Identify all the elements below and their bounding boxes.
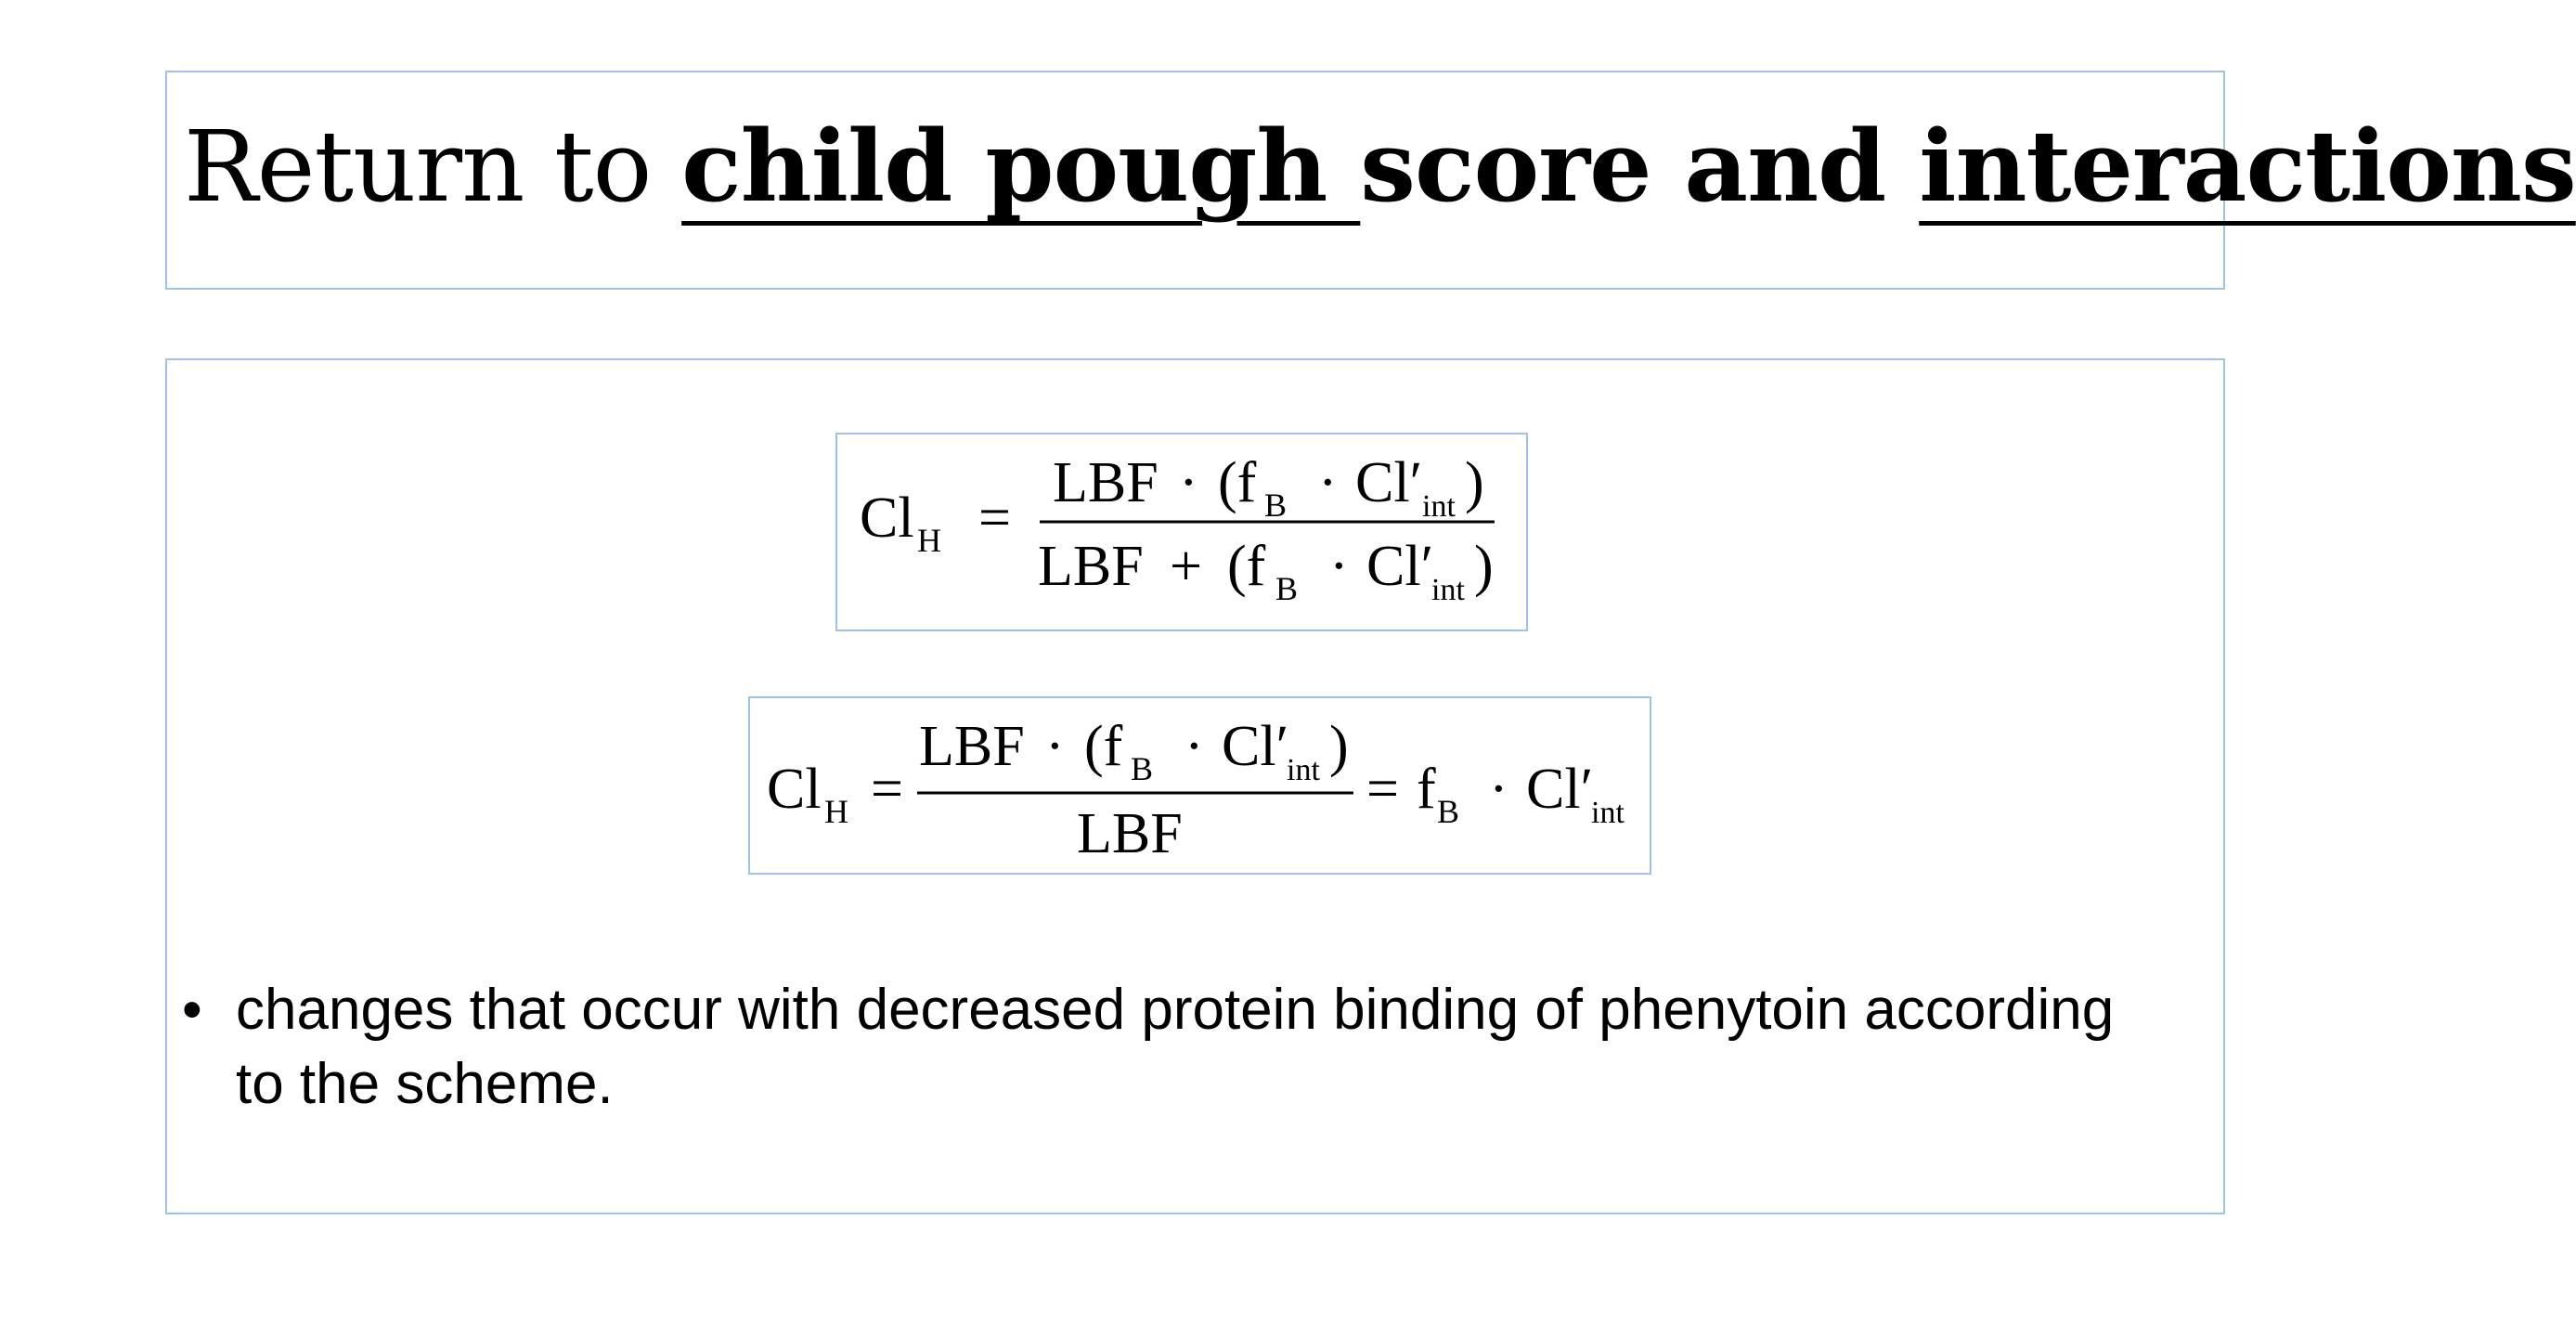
- f1-num-lbf: LBF: [1053, 451, 1159, 514]
- f2-num-lbf: LBF: [919, 715, 1025, 778]
- title-box: [165, 71, 2576, 290]
- f2-den-lbf: LBF: [1077, 802, 1183, 865]
- slide-title: [184, 110, 2576, 224]
- formula-2-svg: [750, 698, 1653, 876]
- interactions-link[interactable]: interactions: [1919, 108, 2576, 224]
- simplified-clearance-formula: [748, 696, 1651, 875]
- f2-cl2: Cl′: [1526, 758, 1594, 821]
- f1-num-dot2: ·: [1318, 451, 1338, 514]
- f2-num-int-sub: int: [1287, 753, 1320, 787]
- f1-den-plus: +: [1170, 535, 1202, 598]
- f2-num-cl: Cl′: [1222, 715, 1289, 778]
- f1-lhs: Cl: [860, 487, 914, 550]
- f2-equals: =: [871, 758, 903, 821]
- f2-int2-sub: int: [1591, 796, 1625, 830]
- f2-num-dot2: ·: [1184, 715, 1204, 778]
- f1-num-cl: Cl′: [1355, 451, 1423, 514]
- f2-num-dot: ·: [1045, 715, 1065, 778]
- f1-den-open: (f: [1227, 535, 1266, 598]
- f2-lhs: Cl: [767, 758, 822, 821]
- f2-num-fb-sub: B: [1131, 750, 1154, 787]
- f2-f-sub: B: [1437, 793, 1460, 830]
- f1-num-open: (f: [1218, 451, 1257, 514]
- f1-equals: =: [978, 487, 1011, 550]
- content-box: [165, 358, 2225, 1214]
- f1-den-lbf: LBF: [1038, 535, 1144, 598]
- title-middle: score and: [1360, 108, 1920, 224]
- hepatic-clearance-formula: [835, 433, 1528, 631]
- f2-num-close: ): [1329, 715, 1349, 778]
- f1-num-int-sub: int: [1422, 489, 1456, 524]
- f1-den-int-sub: int: [1431, 573, 1465, 607]
- formula-1-svg: [837, 435, 1530, 633]
- child-pough-link[interactable]: child pough: [681, 108, 1361, 224]
- f1-den-close: ): [1474, 535, 1494, 598]
- bullet-text: changes that occur with decreased protein binding of phenytoin according to the scheme.: [236, 978, 2115, 1116]
- f2-dot3: ·: [1489, 758, 1508, 821]
- title-prefix: Return to: [184, 110, 682, 224]
- f2-num-open: (f: [1084, 715, 1123, 778]
- f1-den-cl: Cl′: [1366, 535, 1434, 598]
- f1-den-dot: ·: [1329, 535, 1349, 598]
- f2-f: f: [1417, 758, 1436, 821]
- f1-den-fb-sub: B: [1275, 570, 1299, 607]
- f2-equals2: =: [1366, 758, 1399, 821]
- f1-lhs-sub: H: [917, 522, 941, 559]
- f2-lhs-sub: H: [824, 793, 848, 830]
- bullet-item: [182, 973, 2178, 1122]
- f1-num-dot: ·: [1179, 451, 1198, 514]
- f1-num-fb-sub: B: [1264, 487, 1288, 524]
- f1-num-close: ): [1465, 451, 1484, 514]
- bullet-marker: •: [182, 978, 202, 1042]
